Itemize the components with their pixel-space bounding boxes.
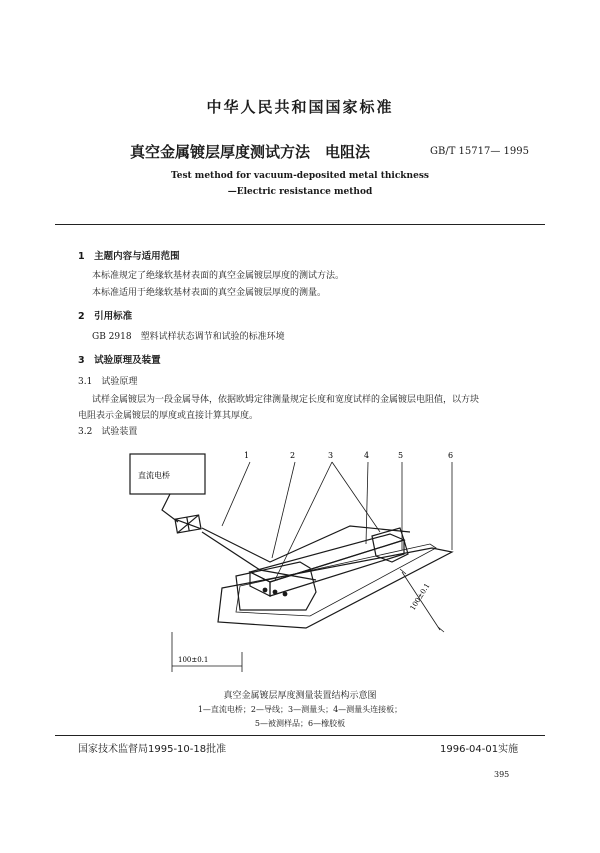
dc-bridge-label: 直流电桥 bbox=[138, 471, 170, 480]
section-3-title: 3 试验原理及装置 bbox=[78, 355, 161, 366]
implementation-date: 1996-04-01实施 bbox=[440, 744, 519, 755]
callout-2: 2 bbox=[290, 451, 296, 460]
document-title-cn: 真空金属镀层厚度测试方法 电阻法 bbox=[130, 143, 371, 161]
standard-number: GB/T 15717— 1995 bbox=[430, 146, 529, 157]
callout-leader-3a bbox=[275, 462, 332, 580]
document-title-en-line1: Test method for vacuum-deposited metal thickness bbox=[171, 171, 429, 181]
section-2-paragraph-1: GB 2918 塑料试样状态调节和试验的标准环境 bbox=[92, 332, 285, 342]
callout-6: 6 bbox=[448, 451, 454, 460]
page-number: 395 bbox=[494, 770, 510, 779]
figure-caption-title: 真空金属镀层厚度测量装置结构示意图 bbox=[223, 691, 377, 701]
section-1-paragraph-2: 本标准适用于绝缘软基材表面的真空金属镀层厚度的测量。 bbox=[92, 288, 327, 298]
connection-plate-front bbox=[250, 572, 270, 596]
document-title-en-line2: —Electric resistance method bbox=[227, 187, 373, 197]
bridge-connector-line bbox=[162, 494, 178, 522]
head-terminal-3 bbox=[283, 592, 288, 597]
dimension-label-bottom: 100±0.1 bbox=[178, 656, 209, 664]
measuring-head-left bbox=[236, 562, 316, 610]
section-3-1-title: 3.1 试验原理 bbox=[78, 377, 138, 387]
callout-leader-2 bbox=[272, 462, 295, 558]
callout-leader-4 bbox=[366, 462, 368, 544]
callout-1: 1 bbox=[244, 451, 250, 460]
dimension-label-right: 100±0.1 bbox=[408, 581, 432, 612]
header-divider bbox=[55, 224, 545, 225]
figure-caption-line-2: 5—被测样品；6—橡胶板 bbox=[254, 719, 346, 728]
section-2-title: 2 引用标准 bbox=[78, 311, 133, 322]
approval-statement: 国家技术监督局1995-10-18批准 bbox=[78, 744, 227, 755]
figure-caption-line-1: 1—直流电桥；2—导线；3—测量头；4—测量头连接板； bbox=[197, 705, 403, 714]
section-3-1-paragraph-2: 电阻表示金属镀层的厚度或直接计算其厚度。 bbox=[78, 411, 259, 421]
callout-5: 5 bbox=[398, 451, 404, 460]
head-terminal-2 bbox=[273, 590, 278, 595]
footer-divider bbox=[55, 735, 545, 736]
section-1-title: 1 主题内容与适用范围 bbox=[78, 251, 180, 262]
head-terminal-1 bbox=[263, 588, 268, 593]
national-standard-heading: 中华人民共和国国家标准 bbox=[206, 98, 394, 116]
callout-3: 3 bbox=[328, 451, 334, 460]
callout-leader-1 bbox=[222, 462, 250, 526]
section-3-2-title: 3.2 试验装置 bbox=[78, 427, 138, 437]
section-1-paragraph-1: 本标准规定了绝缘软基材表面的真空金属镀层厚度的测试方法。 bbox=[92, 271, 345, 281]
section-3-1-paragraph-1: 试样金属镀层为一段金属导体，依据欧姆定律测量规定长度和宽度试样的金属镀层电阻值，以方块 bbox=[92, 395, 480, 405]
apparatus-figure bbox=[110, 440, 490, 685]
dimension-tick-right-b bbox=[438, 627, 444, 632]
connector-block bbox=[175, 515, 201, 533]
callout-leader-3b bbox=[332, 462, 380, 532]
callout-4: 4 bbox=[364, 451, 370, 460]
